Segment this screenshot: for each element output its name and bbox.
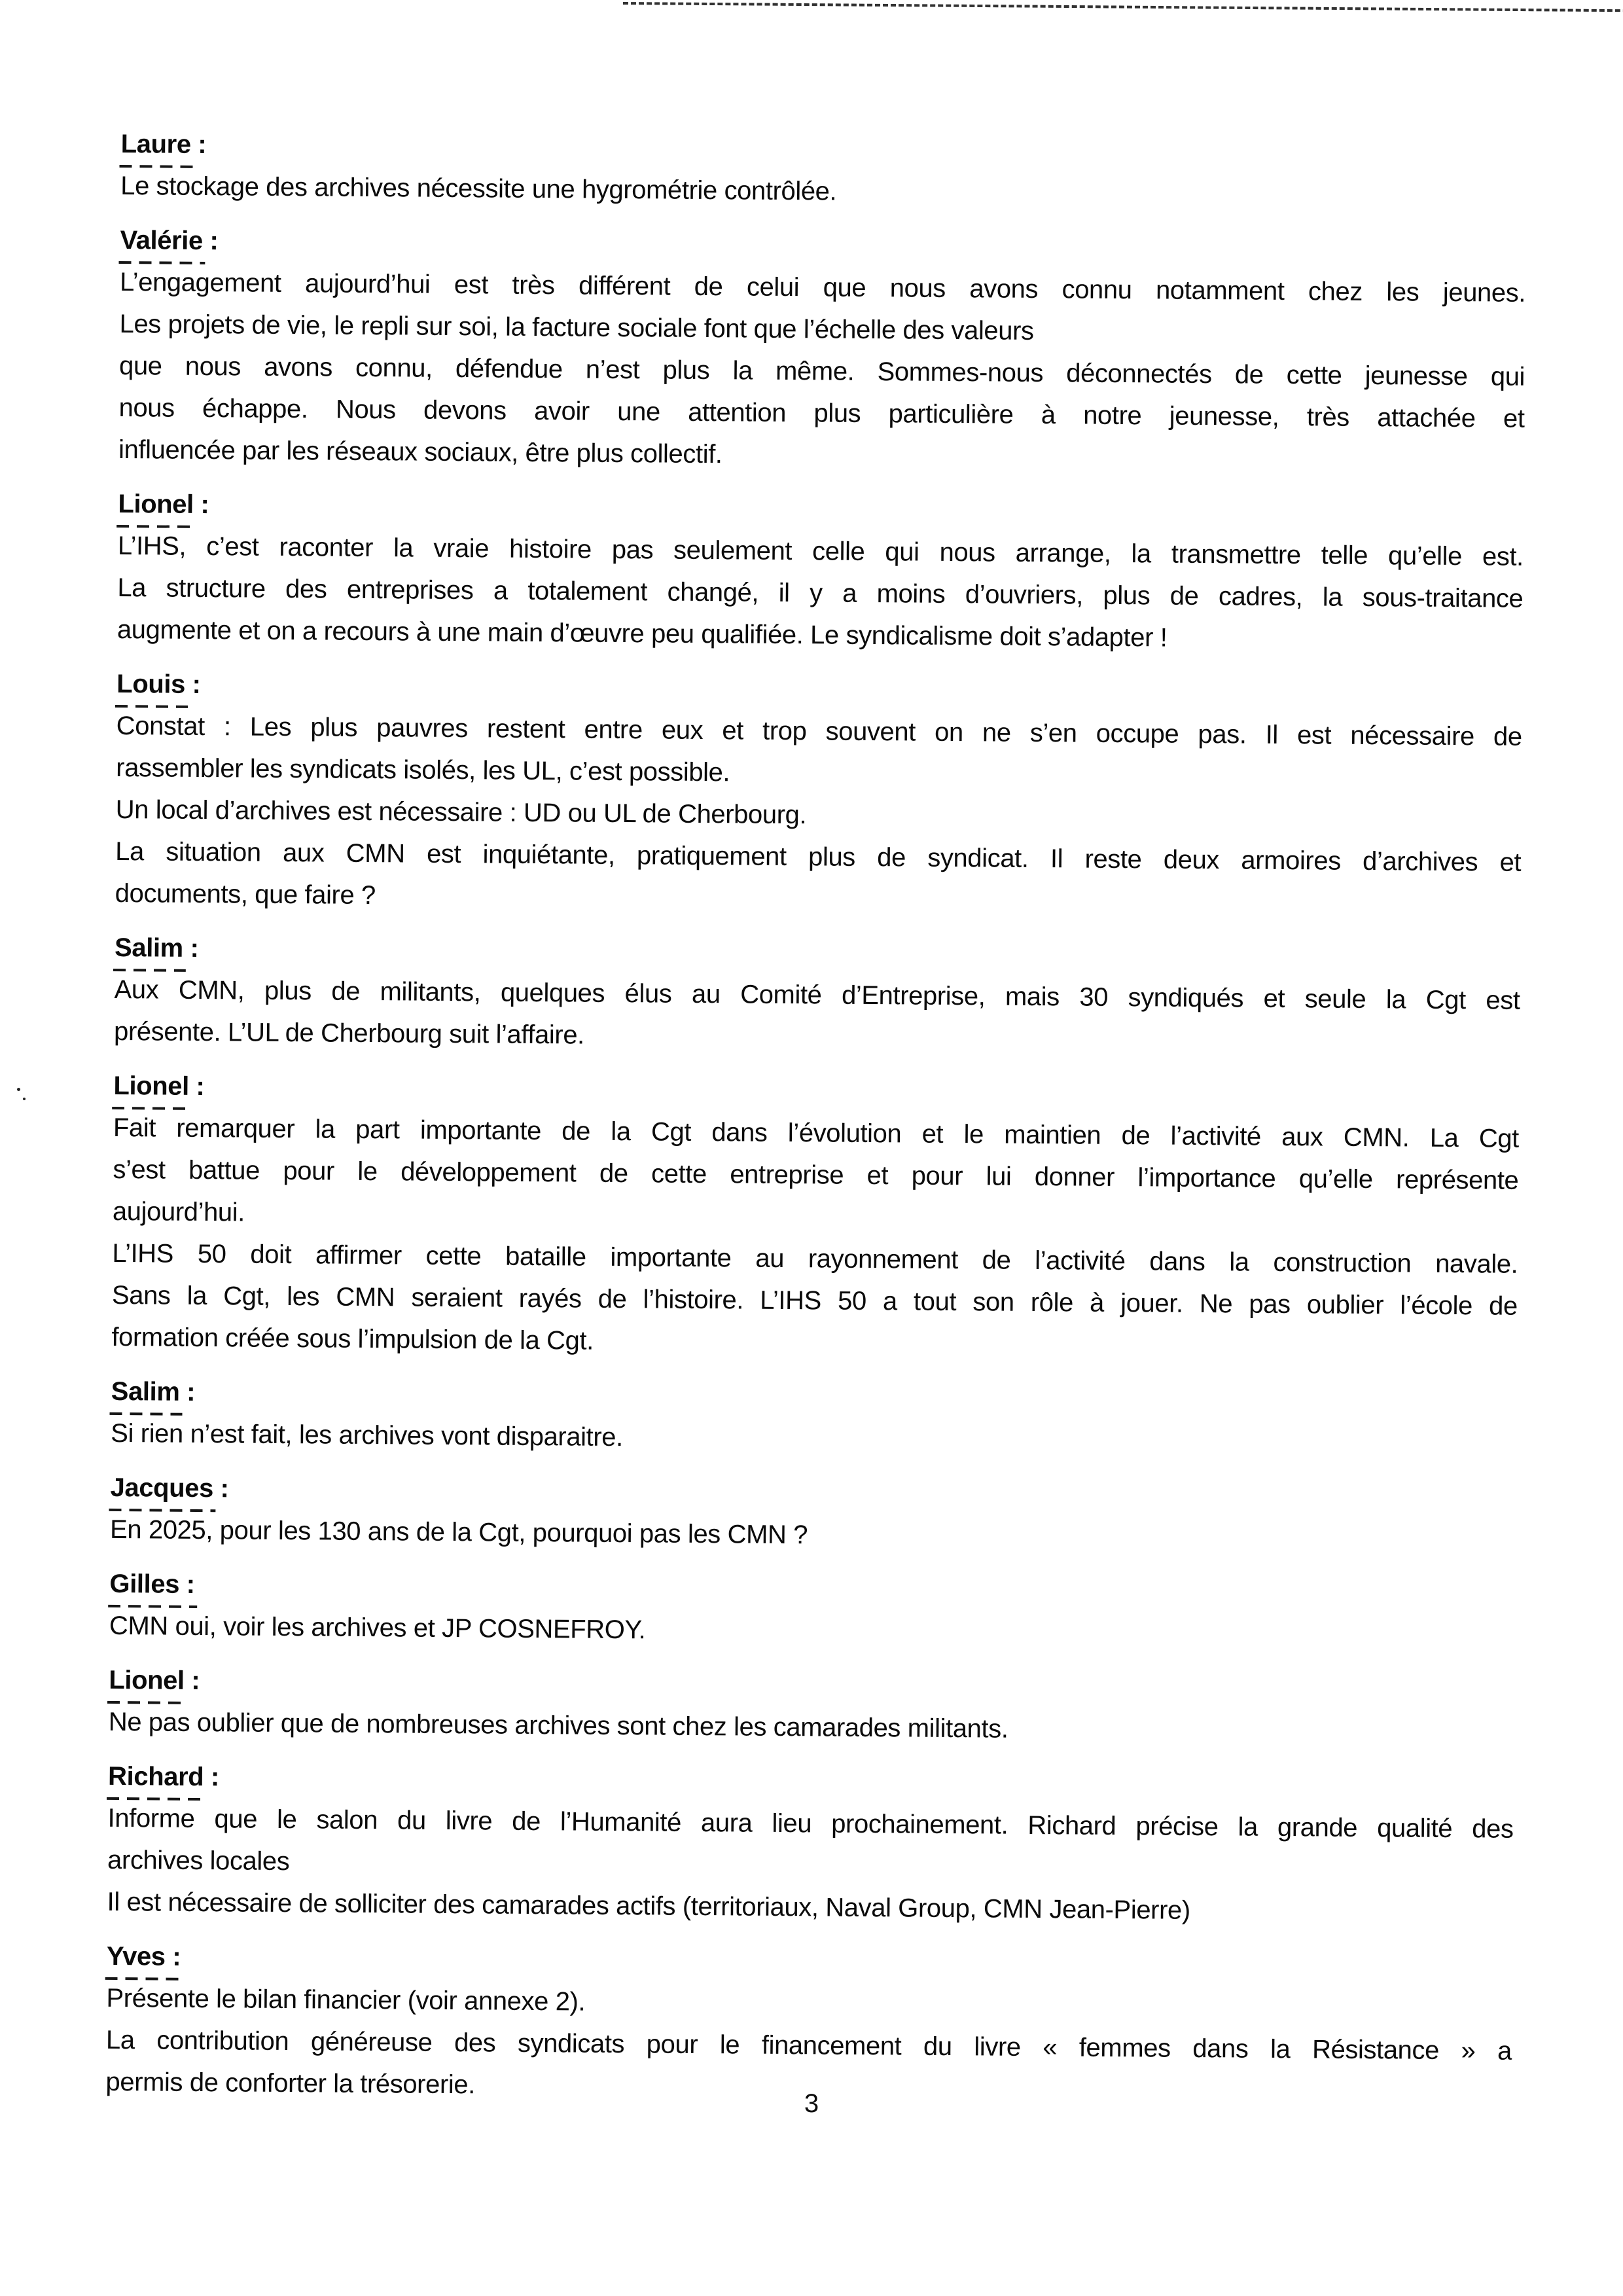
paragraph-line: La situation aux CMN est inquiétante, pratiquement plus de syndicat. Il reste deux armoires d’archives et xyxy=(115,836,1522,877)
speaker-colon: : xyxy=(185,670,201,699)
paragraph-line: L’IHS 50 doit affirmer cette bataille importante au rayonnement de l’activité dans la construction navale. xyxy=(112,1238,1518,1279)
speaker-block-lionel-9 xyxy=(109,1659,1515,1754)
speaker-block-valérie-1 xyxy=(118,219,1526,482)
paragraph-line: documents, que faire ? xyxy=(115,878,376,910)
paragraph-line: Ne pas oublier que de nombreuses archives sont chez les camarades militants. xyxy=(108,1707,1008,1744)
paragraph-line: L’IHS, c’est raconter la vraie histoire pas seulement celle qui nous arrange, la transmettre telle qu’elle est. xyxy=(117,531,1524,571)
speaker-name-underlined: Lionel xyxy=(113,1065,189,1107)
document-body xyxy=(105,123,1527,2114)
speaker-colon: : xyxy=(184,1666,200,1696)
paragraph-line: augmente et on a recours à une main d’œuvre peu qualifiée. Le syndicalisme doit s’adapter ! xyxy=(116,615,1168,653)
speaker-block-lionel-2 xyxy=(117,483,1524,662)
speaker-name-underlined: Salim xyxy=(111,1371,180,1413)
paragraph-line: permis de conforter la trésorerie. xyxy=(105,2067,476,2100)
speaker-colon: : xyxy=(190,130,207,160)
speaker-colon: : xyxy=(213,1474,229,1503)
paragraph-line: Un local d’archives est nécessaire : UD ou UL de Cherbourg. xyxy=(115,795,807,830)
paragraph-line: Si rien n’est fait, les archives vont disparaitre. xyxy=(111,1418,624,1452)
speaker-name-underlined: Richard xyxy=(108,1755,204,1798)
paragraph-line: archives locales xyxy=(107,1845,290,1876)
speaker-colon: : xyxy=(204,1763,220,1792)
speaker-name-underlined: Louis xyxy=(116,663,185,706)
speaker-block-lionel-5 xyxy=(111,1065,1519,1369)
speaker-name-underlined: Yves : xyxy=(107,1935,181,1978)
speaker-name-underlined: Laure xyxy=(120,123,190,166)
speaker-colon: : xyxy=(183,933,199,963)
speaker-block-salim-4 xyxy=(114,927,1520,1064)
paragraph-line: La contribution généreuse des syndicats pour le financement du livre « femmes dans la Résistance » a xyxy=(105,2025,1512,2066)
speaker-colon: : xyxy=(179,1377,196,1407)
scan-artifact-speck xyxy=(23,1098,26,1100)
paragraph-line: L’engagement aujourd’hui est très différent de celui que nous avons connu notamment chez les jeunes. xyxy=(119,267,1526,308)
speaker-name-underlined: Salim xyxy=(115,927,183,969)
scan-artifact-speck xyxy=(17,1088,20,1091)
speaker-colon: : xyxy=(193,490,209,520)
speaker-name-underlined: Valérie xyxy=(120,219,203,262)
speaker-name-underlined: Gilles : xyxy=(109,1563,195,1605)
paragraph-line: Fait remarquer la part importante de la Cgt dans l’évolution et le maintien de l’activité aux CMN. La Cgt xyxy=(113,1113,1520,1153)
paragraph-line: Présente le bilan financier (voir annexe 2). xyxy=(106,1983,586,2017)
paragraph-line: La structure des entreprises a totalement changé, il y a moins d’ouvriers, plus de cadres, la sous-traitance xyxy=(117,573,1524,613)
paragraph-line: Aux CMN, plus de militants, quelques élus au Comité d’Entreprise, mais 30 syndiqués et seule la Cgt est xyxy=(114,975,1520,1015)
paragraph-line: s’est battue pour le développement de cette entreprise et pour lui donner l’importance qu’elle représente xyxy=(113,1155,1519,1195)
paragraph-line: CMN oui, voir les archives et JP COSNEFROY. xyxy=(109,1611,646,1645)
speaker-colon: : xyxy=(202,226,219,256)
speaker-block-louis-3 xyxy=(115,663,1523,925)
paragraph-line: Constat : Les plus pauvres restent entre eux et trop souvent on ne s’en occupe pas. Il est nécessaire de xyxy=(116,711,1522,751)
speaker-block-salim-6 xyxy=(111,1371,1517,1465)
paragraph-line: formation créée sous l’impulsion de la Cgt. xyxy=(111,1322,594,1355)
paragraph-line: Il est nécessaire de solliciter des camarades actifs (territoriaux, Naval Group, CMN Jean-Pierre) xyxy=(107,1887,1190,1925)
speaker-block-richard-10 xyxy=(107,1755,1514,1934)
paragraph-line: En 2025, pour les 130 ans de la Cgt, pourquoi pas les CMN ? xyxy=(109,1515,808,1550)
speaker-colon: : xyxy=(188,1071,205,1102)
scan-artifact-dashed-line xyxy=(623,2,1623,12)
paragraph-line: aujourd’hui. xyxy=(112,1196,245,1227)
speaker-block-jacques-7 xyxy=(110,1467,1516,1562)
paragraph-line: Le stockage des archives nécessite une hygrométrie contrôlée. xyxy=(120,171,837,206)
paragraph-line: présente. L’UL de Cherbourg suit l’affaire. xyxy=(113,1016,585,1050)
paragraph-line: Sans la Cgt, les CMN seraient rayés de l’histoire. L’IHS 50 a tout son rôle à jouer. Ne pas oublier l’école de xyxy=(111,1280,1518,1321)
speaker-block-gilles-8 xyxy=(109,1563,1516,1658)
paragraph-line: Informe que le salon du livre de l’Humanité aura lieu prochainement. Richard précise la grande qualité des xyxy=(107,1803,1514,1844)
paragraph-line: que nous avons connu, défendue n’est plus la même. Sommes-nous déconnectés de cette jeunesse qui xyxy=(118,351,1525,391)
page-number: 3 xyxy=(804,2089,819,2118)
speaker-name-underlined: Lionel xyxy=(118,483,194,526)
paragraph-line: Les projets de vie, le repli sur soi, la facture sociale font que l’échelle des valeurs xyxy=(119,309,1034,346)
speaker-name-underlined: Lionel xyxy=(109,1659,185,1702)
paragraph-line: rassembler les syndicats isolés, les UL, c’est possible. xyxy=(116,753,730,787)
paragraph-line: nous échappe. Nous devons avoir une attention plus particulière à notre jeunesse, très attachée et xyxy=(118,393,1525,433)
speaker-name-underlined: Jacques xyxy=(110,1467,213,1509)
paragraph-line: influencée par les réseaux sociaux, être plus collectif. xyxy=(118,435,722,469)
speaker-block-laure-0 xyxy=(120,123,1527,218)
